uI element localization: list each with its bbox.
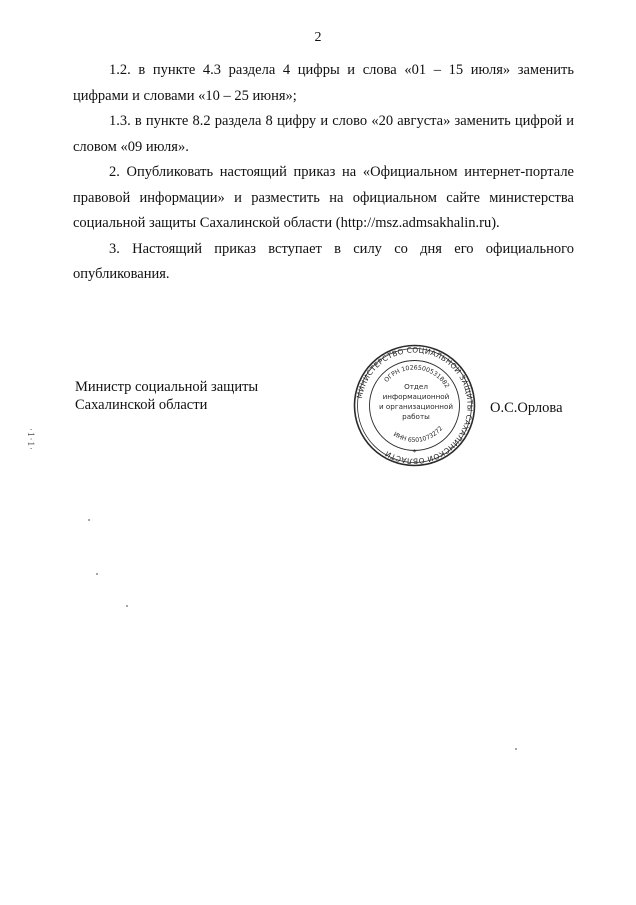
signatory-name: О.С.Орлова bbox=[490, 400, 563, 416]
margin-mark: ·1·1· bbox=[26, 428, 36, 451]
seal-inn-text: ИНН 6501073272 bbox=[391, 425, 445, 445]
scan-speck bbox=[126, 605, 128, 607]
signatory-title-line-2: Сахалинской области bbox=[75, 397, 208, 413]
paragraph-1-3: 1.3. в пункте 8.2 раздела 8 цифру и слово «20 августа» заменить цифрой и словом «09 июля». bbox=[73, 113, 574, 155]
seal-ogrn-text: ОГРН 1026500531882 bbox=[383, 364, 451, 390]
paragraph-2: 2. Опубликовать настоящий приказ на «Официальном интернет-портале правовой информации» и разместить на официальном сайте министерства социальной защиты Сахалинской области (http://msz.admsakhalin.ru). bbox=[73, 164, 574, 231]
seal-center-line-1: Отдел bbox=[404, 382, 428, 391]
scan-speck bbox=[96, 573, 98, 575]
seal-center-line-2: информационной bbox=[382, 392, 450, 401]
document-body bbox=[73, 58, 574, 288]
seal-center-line-4: работы bbox=[402, 412, 430, 421]
signatory-title bbox=[75, 378, 258, 414]
seal-center-line-3: и организационной bbox=[378, 402, 454, 411]
seal-outer-text: МИНИСТЕРСТВО СОЦИАЛЬНОЙ ЗАЩИТЫ САХАЛИНСКОЙ ОБЛАСТИ bbox=[354, 345, 475, 466]
scan-speck bbox=[88, 519, 90, 521]
official-seal bbox=[352, 343, 477, 468]
scan-speck bbox=[515, 748, 517, 750]
paragraph-3: 3. Настоящий приказ вступает в силу со дня его официального опубликования. bbox=[73, 240, 574, 282]
seal-star: * bbox=[412, 448, 417, 457]
paragraph-1-2: 1.2. в пункте 4.3 раздела 4 цифры и слова «01 – 15 июля» заменить цифрами и словами «10 – 25 июня»; bbox=[73, 62, 574, 104]
signatory-title-line-1: Министр социальной защиты bbox=[75, 379, 259, 395]
page-number: 2 bbox=[314, 30, 322, 45]
